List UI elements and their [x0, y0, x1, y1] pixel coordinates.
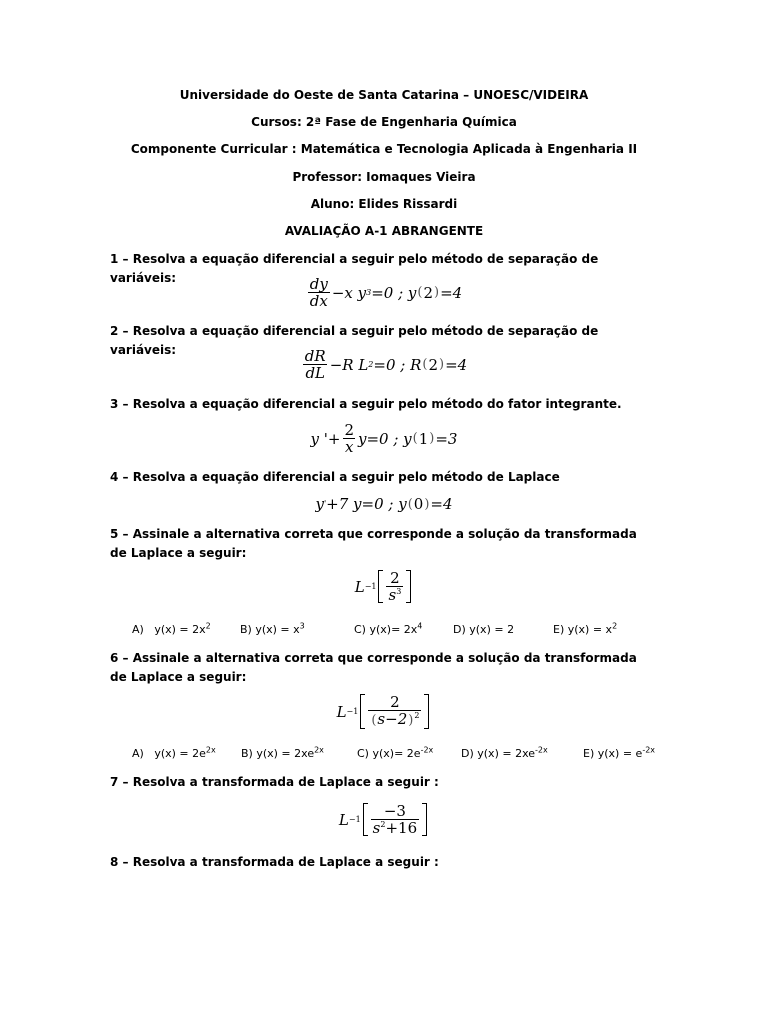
option-b[interactable]: B) $y(x) = 2xe^{2x}$ — [241, 745, 324, 760]
equation-4: y ' +7 y=0 ; y ( 0 ) =4 — [315, 495, 453, 513]
equation-7: L −1 $\frac{-3}{s^2+16}$ — [0, 803, 768, 836]
question-6: 6 – Assinale a alternativa correta que corresponde a solução da transformada de Laplace a seguir: — [110, 651, 637, 684]
option-b[interactable]: B) $y(x) = x^3$ — [240, 621, 305, 636]
option-a[interactable]: A) $y(x) = 2x^2$ — [132, 621, 211, 636]
equation-5: L −1 $\frac{2}{s^3}$ — [0, 570, 768, 603]
question-4: 4 – Resolva a equação diferencial a seguir pelo método de Laplace — [110, 470, 560, 484]
option-c[interactable]: C) $y(x)= 2e^{-2x}$ — [357, 745, 434, 760]
question-5: 5 – Assinale a alternativa correta que corresponde a solução da transformada de Laplace a seguir: — [110, 527, 637, 560]
option-d[interactable]: D) $y(x) = 2xe^{-2x}$ — [461, 745, 548, 760]
question-8: 8 – Resolva a transformada de Laplace a seguir : — [110, 855, 439, 869]
options-5 — [0, 623, 768, 639]
professor-line: Professor: Iomaques Vieira — [292, 170, 476, 184]
option-a[interactable]: A) $y(x) = 2e^{2x}$ — [132, 745, 216, 760]
student-line: Aluno: Elides Rissardi — [310, 197, 458, 211]
question-7: 7 – Resolva a transformada de Laplace a seguir : — [110, 775, 439, 789]
question-3: 3 – Resolva a equação diferencial a seguir pelo método do fator integrante. — [110, 397, 622, 411]
options-6 — [0, 747, 768, 763]
equation-6: L −1 $\frac{2}{(s-2)^2}$ — [0, 694, 768, 729]
equation-2: $\frac{dR}{dL}$ −R L 2 =0 ; R ( 2 ) =4 — [304, 347, 468, 382]
option-e[interactable]: E) $y(x) = x^2$ — [553, 621, 618, 636]
university-line: Universidade do Oeste de Santa Catarina – UNOESC/VIDEIRA — [179, 88, 589, 102]
question-2: 2 – Resolva a equação diferencial a seguir pelo método de separação de variáveis: — [110, 324, 599, 357]
course-line: Cursos: 2ª Fase de Engenharia Química — [251, 115, 517, 129]
equation-3: y '+ $\frac{2}{x}$ y=0 ; y ( 1 ) =3 — [310, 421, 458, 456]
option-d[interactable]: D) y(x) = 2 — [453, 623, 515, 636]
exam-title: AVALIAÇÃO A-1 ABRANGENTE — [284, 224, 484, 238]
question-1: 1 – Resolva a equação diferencial a seguir pelo método de separação de variáveis: — [110, 252, 599, 285]
equation-1: $\frac{dy}{dx}$ −x y 3 =0 ; y ( 2 ) =4 — [309, 275, 463, 310]
component-line: Componente Curricular : Matemática e Tecnologia Aplicada à Engenharia II — [130, 142, 638, 156]
option-c[interactable]: C) $y(x)= 2x^4$ — [354, 621, 423, 636]
option-e[interactable]: E) $y(x) = e^{-2x}$ — [583, 745, 656, 760]
